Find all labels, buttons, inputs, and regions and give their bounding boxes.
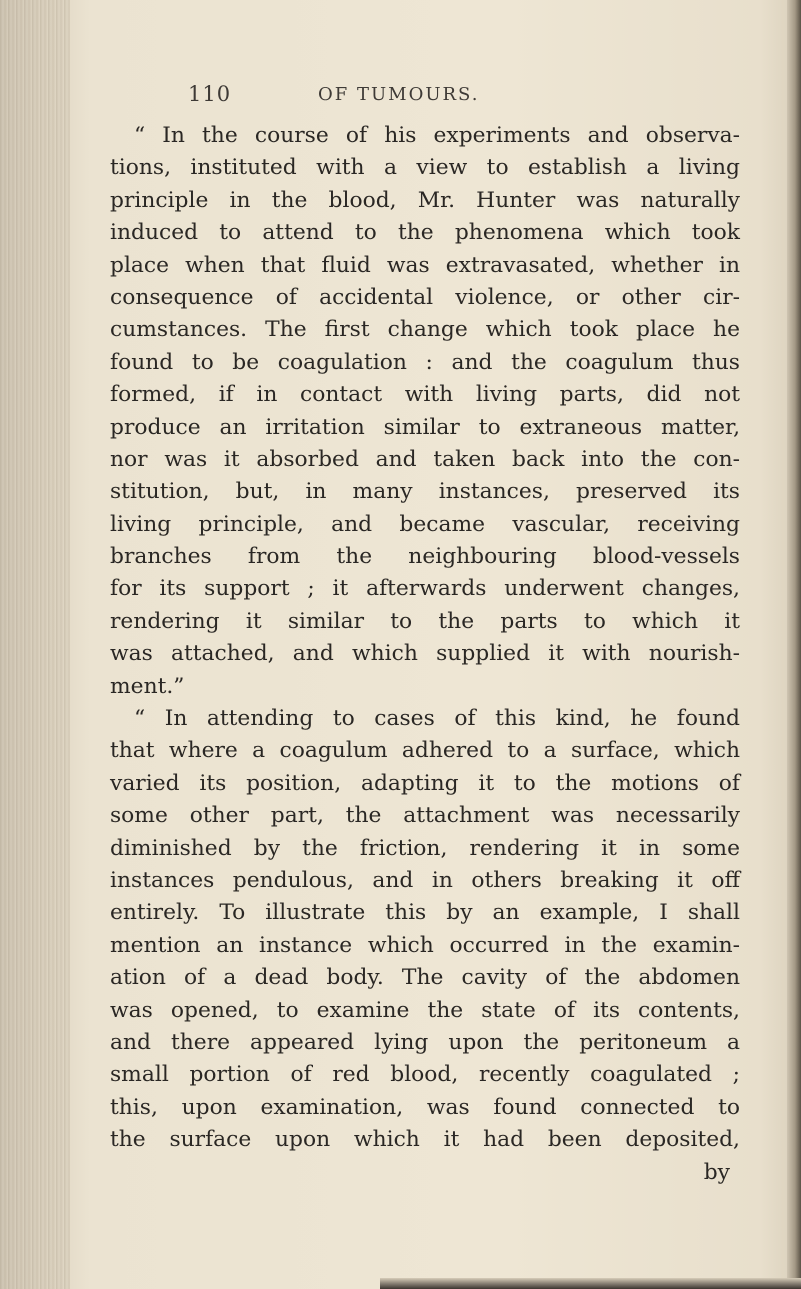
text-line: cumstances. The first change which took place he bbox=[110, 317, 740, 343]
text-line: diminished by the friction, rendering it in some bbox=[110, 835, 740, 861]
page-bottom-edge bbox=[380, 1278, 801, 1289]
text-line: was opened, to examine the state of its contents, bbox=[110, 997, 740, 1023]
text-line: was attached, and which supplied it with nourish- bbox=[110, 641, 740, 667]
text-line: for its support ; it afterwards underwent changes, bbox=[110, 576, 740, 602]
text-line: ation of a dead body. The cavity of the abdomen bbox=[110, 965, 740, 991]
text-line: induced to attend to the phenomena which took bbox=[110, 220, 740, 246]
text-line: this, upon examination, was found connected to bbox=[110, 1094, 740, 1120]
text-line: some other part, the attachment was necessarily bbox=[110, 803, 740, 829]
text-line: and there appeared lying upon the peritoneum a bbox=[110, 1029, 740, 1055]
text-line: branches from the neighbouring blood-vessels bbox=[110, 544, 740, 570]
text-line: consequence of accidental violence, or other cir- bbox=[110, 284, 740, 310]
text-line: found to be coagulation : and the coagulum thus bbox=[110, 349, 740, 375]
text-line: place when that fluid was extravasated, whether in bbox=[110, 252, 740, 278]
text-line: principle in the blood, Mr. Hunter was naturally bbox=[110, 187, 740, 213]
text-line: formed, if in contact with living parts, did not bbox=[110, 382, 740, 408]
text-line: that where a coagulum adhered to a surface, which bbox=[110, 738, 740, 764]
catchword: by bbox=[703, 1159, 730, 1185]
text-line: “ In attending to cases of this kind, he found bbox=[134, 706, 740, 732]
text-line: varied its position, adapting it to the motions of bbox=[110, 770, 740, 796]
book-gutter-edge bbox=[0, 0, 70, 1289]
text-line: living principle, and became vascular, receiving bbox=[110, 511, 740, 537]
text-line: instances pendulous, and in others breaking it off bbox=[110, 867, 740, 893]
text-line: produce an irritation similar to extraneous matter, bbox=[110, 414, 740, 440]
page-header bbox=[180, 78, 600, 114]
text-line: tions, instituted with a view to establish a living bbox=[110, 155, 740, 181]
text-line: mention an instance which occurred in the examin- bbox=[110, 932, 740, 958]
text-line: nor was it absorbed and taken back into the con- bbox=[110, 446, 740, 472]
text-line: the surface upon which it had been deposited, bbox=[110, 1127, 740, 1153]
text-line: “ In the course of his experiments and observa- bbox=[134, 123, 740, 148]
text-line: rendering it similar to the parts to which it bbox=[110, 608, 740, 634]
page-right-edge bbox=[787, 0, 801, 1289]
text-line: stitution, but, in many instances, preserved its bbox=[110, 479, 740, 505]
page-number: 110 bbox=[188, 82, 232, 106]
text-line: entirely. To illustrate this by an example, I shall bbox=[110, 900, 740, 926]
body-text bbox=[110, 120, 740, 1189]
text-line: small portion of red blood, recently coagulated ; bbox=[110, 1062, 740, 1088]
text-line: ment.” bbox=[110, 673, 185, 699]
running-title: OF TUMOURS. bbox=[318, 84, 480, 105]
